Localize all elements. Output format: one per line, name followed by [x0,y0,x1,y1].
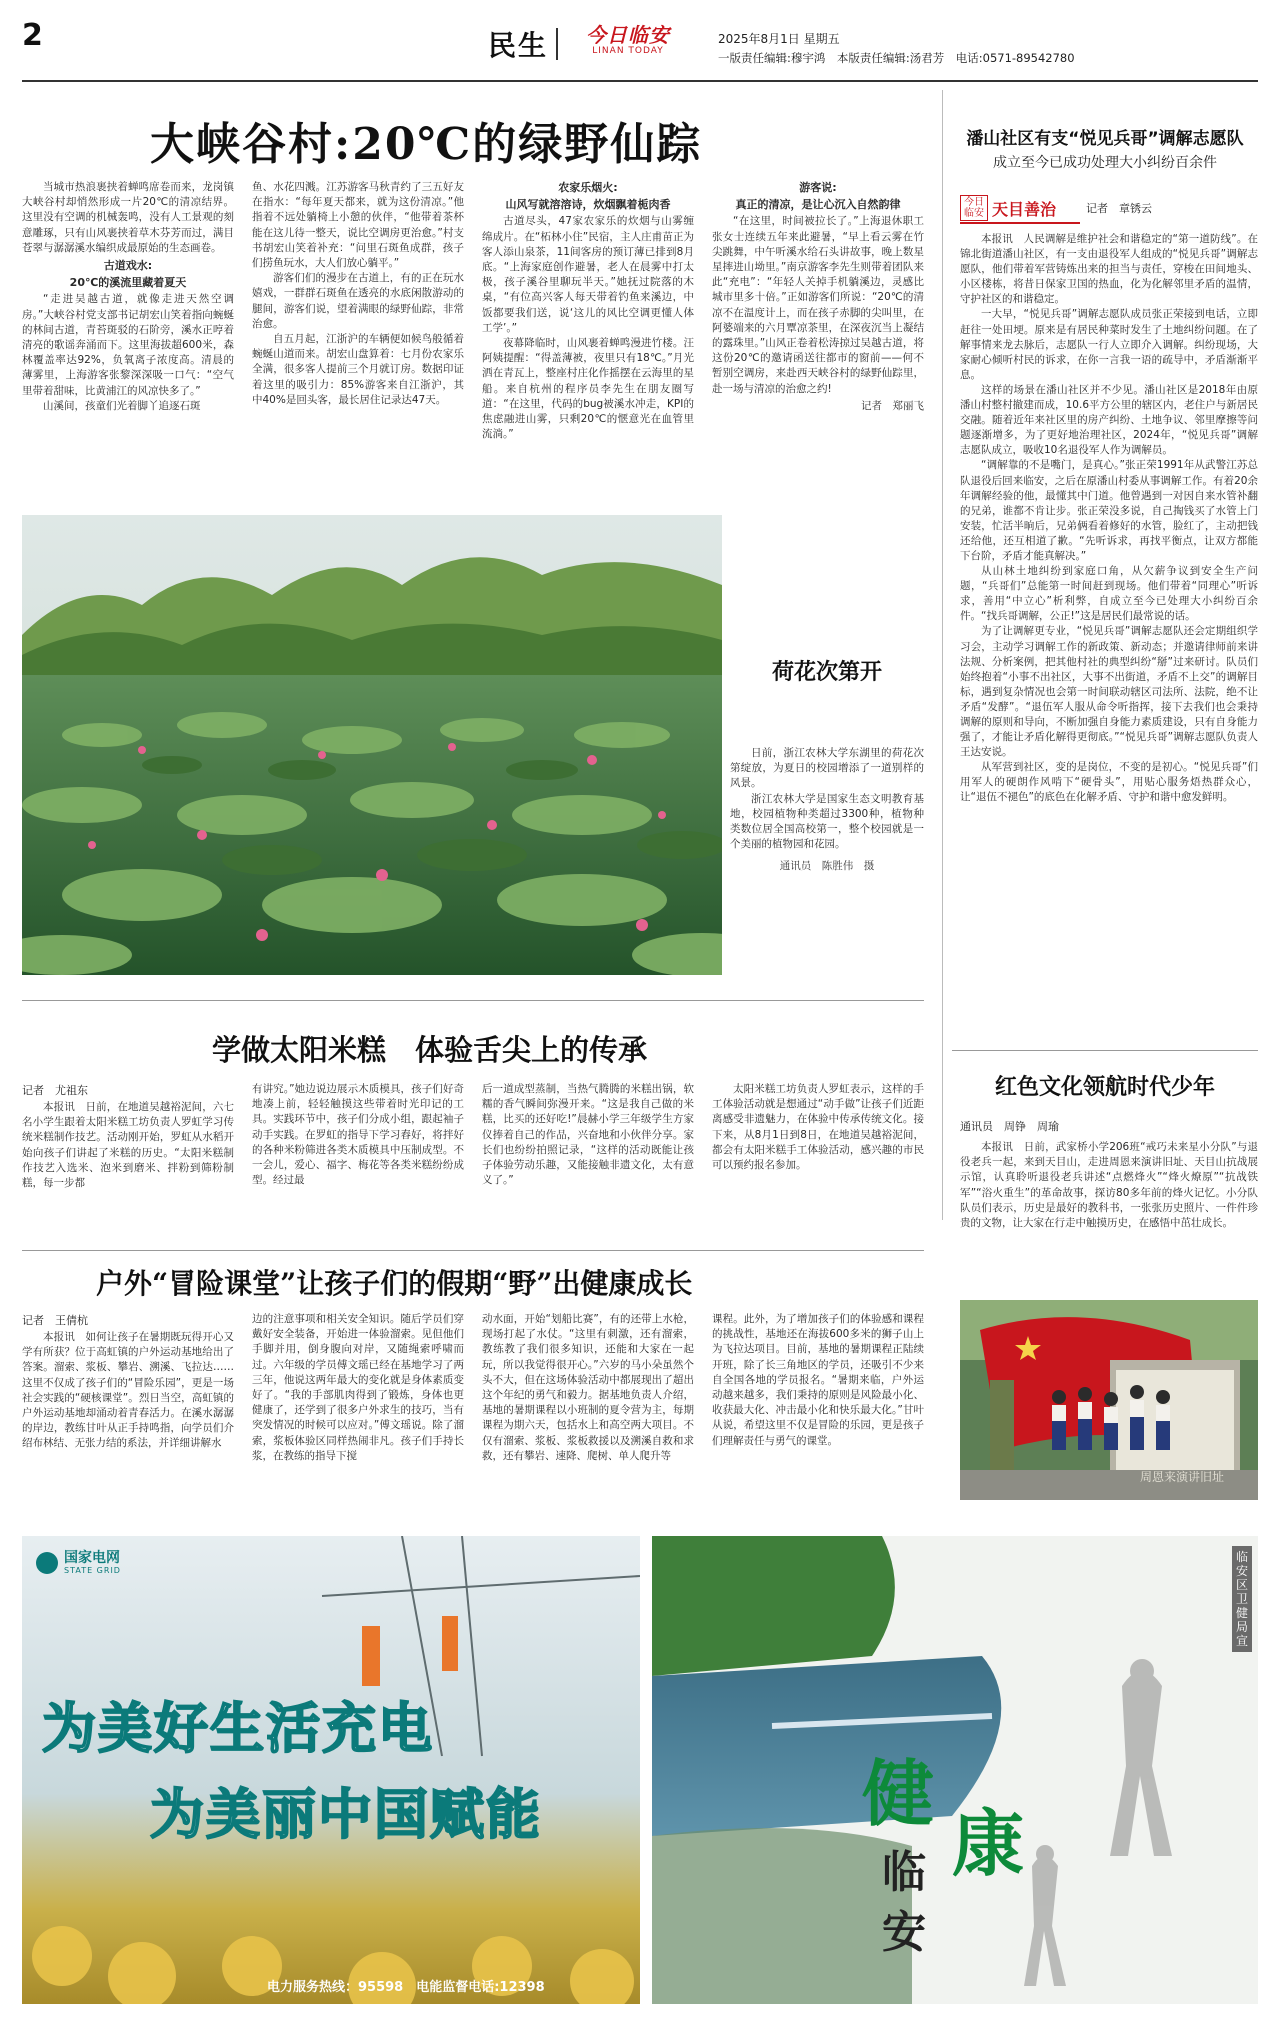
lead-paragraph: “走进吴越古道，就像走进天然空调房。”大峡谷村党支部书记胡宏山笑着指向蜿蜒的林间古道，青苔斑驳的石阶旁，溪水正哼着清亮的歌谣奔涌而下。这里海拔超600米，森林覆盖率达92%，负氧离子浓度高。清晨的薄雾里，上海游客张黎深深吸一口气：“空气里带着甜味，比黄浦江的风凉快多了。” [22,293,234,397]
issue-date: 2025年8月1日 星期五 [718,32,840,46]
section-title: 民生 [488,29,549,62]
logo-cn: 今日临安 [586,23,670,47]
column-badge [960,195,1056,221]
red-body [960,1140,1258,1231]
health-side-label: 临安区卫健局宣 [1232,1546,1252,1652]
section-rule [22,1250,924,1251]
lead-paragraph: 游客们们的漫步在古道上，有的正在玩水嬉戏，一群群石斑鱼在透亮的水底闲散游动的腿间，游客们说，望着满眼的绿野仙踪，非常治愈。 [252,272,464,330]
right-subheadline: 成立至今已成功处理大小纠纷百余件 [993,155,1217,171]
rice-paragraph: 后一道成型蒸制，当热气腾腾的米糕出锅，软糯的香气瞬间弥漫开来。“这是我自己做的米糕，比买的还好吃!”晨赫小学三年级学生方家仪捧着自己的作品，兴奋地和小伙伴分享。家长们也纷纷拍照记录，“这样的活动既能让孩子体验劳动乐趣，又能接触非遗文化，太有意义了。” [482,1083,694,1187]
lotus-photo [22,515,722,975]
lead-col-3 [482,180,694,442]
grid-logo-icon [36,1552,58,1574]
lead-subhead: 游客说: [799,181,837,194]
lotus-credit: 通讯员 陈胜伟 摄 [779,860,875,873]
health-char-3: 临 [882,1847,926,1898]
lead-paragraph: 鱼、水花四溅。江苏游客马秋青约了三五好友在指水：“每年夏天都来，就为这份清凉。”他指着不远处躺椅上小憩的伙伴，“他带着茶杯能在这儿待一整天，说比空调房更治愈。”村支书胡宏山笑着补充：“问里石斑鱼成群，孩子们捞鱼玩水，大人们放心躺平。” [252,181,464,270]
red-byline: 通讯员 周铮 周瑜 [960,1120,1059,1133]
lotus-caption: 浙江农林大学是国家生态文明教育基地，校园植物种类超过3300种，植物种类数位居全国高校第一，整个校园就是一个美丽的植物园和花园。 [730,792,924,851]
lotus-caption: 日前，浙江农林大学东湖里的荷花次第绽放，为夏日的校园增添了一道别样的风景。 [730,747,924,790]
outdoor-paragraph: 课程。此外，为了增加孩子们的体验感和课程的挑战性，基地还在海拔600多米的狮子山上为飞拉达项目。目前，基地的暑期课程正陆续开班，除了长三角地区的学员，还吸引不少来自全国各地的学员报名。“暑期来临，户外运动越来越多，我们秉持的原则是风险最小化、收获最大化、冲击最小化和快乐最大化。”甘叶从说，希望这里不仅是冒险的乐园，更是孩子们理解责任与勇气的课堂。 [712,1313,924,1447]
lead-paragraph: 自五月起，江浙沪的车辆便如候鸟般循着蜿蜒山道而来。胡宏山盘算着：七月份农家乐全满，很多客人提前三个月就订房。数据印证着这里的吸引力：85%游客来自江浙沪，其中40%是回头客，最长居住记录达47天。 [252,333,464,406]
editor-info: 一版责任编辑:穆宇鸿 本版责任编辑:汤君芳 电话:0571-89542780 [718,51,1075,65]
rice-paragraph: 本报讯 日前，在地道吴越裕泥间，六七名小学生跟着太阳米糕工坊负责人罗虹学习传统米糕制作技艺。活动刚开始，罗虹从水稻开始向孩子们讲起了米糕的历史。“太阳米糕制作技艺入选米、泡米到磨米、拌粉到筛粉制糕，每一步都 [22,1101,234,1190]
outdoor-byline: 记者 王倩杭 [22,1314,88,1327]
outdoor-col-3 [482,1312,694,1464]
rice-col-3 [482,1082,694,1188]
outdoor-paragraph: 边的注意事项和相关安全知识。随后学员们穿戴好安全装备，开始进一体验溜索。见但他们手脚并用，倒身腹向对岸，又随绳索呼啸而过。六年级的学员傅文瑶已经在基地学习了两三年，他说这两年最大的变化就是身体素质变好了。“我的手部肌肉得到了锻炼，身体也更健康了，还学到了很多户外求生的技巧，当有突发情况的时候可以应对。”傅文瑶说。除了溜索，浆板体验区同样热闹非凡。孩子们手持长浆，在教练的指导下搅 [252,1313,464,1462]
rice-col-2 [252,1082,464,1188]
right-paragraph: 从军营到社区，变的是岗位，不变的是初心。“悦见兵哥”们用军人的硬朗作风啃下“硬骨头”，用贴心服务焐热群众心，让“退伍不褪色”的底色在化解矛盾、守护和谐中愈发鲜明。 [960,761,1258,804]
masthead-rule [22,80,1258,82]
lotus-photo-illustration [22,515,722,975]
right-paragraph: 从山林土地纠纷到家庭口角，从欠薪争议到安全生产问题，“兵哥们”总能第一时间赶到现场。他们带着“同理心”听诉求，善用“中立心”析利弊，自成立至今已处理大小纠纷百余件。“找兵哥调解，公正!”这是居民们最常说的话。 [960,565,1258,623]
rice-paragraph: 太阳米糕工坊负责人罗虹表示，这样的手工体验活动就是想通过“动手做”让孩子们近距离感受非遗魅力，在体验中传承传统文化。接下来，从8月1日到8日，在地道吴越裕泥间，都会有太阳米糕手工体验活动，感兴趣的市民可以预约报名参加。 [712,1083,924,1172]
outdoor-col-2 [252,1312,464,1464]
lead-subhead: 20℃的溪流里藏着夏天 [69,276,187,290]
newspaper-logo [568,24,688,56]
ad-slogan-1: 为美好生活充电 [42,1696,434,1760]
outdoor-headline: 户外“冒险课堂”让孩子们的假期“野”出健康成长 [96,1267,693,1300]
masthead-divider [556,28,558,60]
lead-paragraph: 山溪间，孩童们光着脚丫追逐石斑 [43,399,201,412]
state-grid-logo [36,1550,121,1575]
lead-subhead: 古道戏水: [103,259,153,273]
lead-paragraph: 古道尽头，47家农家乐的炊烟与山雾缠绵成片。在“柘林小住”民宿，主人庄甫苗正为客人添山泉茶，11间客房的预订薄已排到8月底。“上海家庭创作避暑，老人在晨雾中打太极，孩子溪谷里聊玩半天。”她抚过院落的木桌，“有位高兴客人每天带着钓鱼来溪边，中饭都要我们送，说‘这儿的风比空调更懂人体工学’。” [482,215,694,334]
ad-slogan-2: 为美丽中国赋能 [150,1782,542,1846]
rice-byline: 记者 尤祖东 [22,1084,88,1097]
lead-subhead: 农家乐烟火: [558,181,618,194]
right-byline: 记者 章锈云 [1086,202,1152,215]
health-ad [652,1536,1258,2004]
lead-headline: 大峡谷村:20℃的绿野仙踪 [150,119,703,170]
grid-brand-en: STATE GRID [64,1566,121,1575]
section-rule [22,1000,924,1001]
lead-byline: 记者 郑丽飞 [861,399,924,412]
rice-col-1 [22,1100,234,1191]
right-paragraph: 为了让调解更专业，“悦见兵哥”调解志愿队还会定期组织学习会，主动学习调解工作的新政策、新动态；并邀请律师前来讲法规、分析案例，把其他村社的典型纠纷“掰”过来研讨。队员们始终抱着“小事不出社区，大事不出街道，矛盾不上交”的调解目标，遇到复杂情况也会第一时间联动辖区司法所、法院，绝不让矛盾“发酵”。“退伍军人服从命令听指挥，接下去我们也会秉持调解的原则和导向，不断加强自身能力素质建设，只有自身能力强了，才能让矛盾化解得更彻底。”“悦见兵哥”调解志愿队负责人王达安说。 [960,625,1258,759]
lotus-caption-box [730,515,924,975]
health-ad-illustration [652,1536,1258,2004]
outdoor-paragraph: 动水面，开始“划船比赛”，有的还带上水枪，现场打起了水仗。“这里有刺激，还有溜索，教练教了我们很多知识，还能和大家在一起玩，所以我觉得很开心。”六岁的马小朵虽然个头不大，但在这场体验活动中都展现出了超出这个年纪的勇气和毅力。据基地负责人介绍，基地的暑期课程以小班制的夏令营为主，每期课程为期六天，包括水上和高空两大项目。不仅有溜索、浆板、浆板救援以及溯溪自救和求救，还有攀岩、速降、爬树、单人爬升等 [482,1313,694,1462]
lead-col-4 [712,180,924,414]
right-headline: 潘山社区有支“悦见兵哥”调解志愿队 [966,129,1244,149]
logo-en: LINAN TODAY [592,46,664,56]
rice-headline: 学做太阳米糕 体验舌尖上的传承 [212,1033,648,1067]
red-paragraph: 本报讯 日前，武家桥小学206班“戒巧未来星小分队”与退役老兵一起，来到天目山，走进周恩来演讲旧址、天目山抗战展示馆，认真聆听退役老兵讲述“点燃烽火”“烽火燎原”“抗战铁军”“浴火重生”的革命故事，探访80多年前的烽火记忆。小分队队员们表示，历史是最好的教科书，一张张历史照片、一件件珍贵的文物，让大家在行走中触摸历史，在感悟中茁壮成长。 [960,1141,1258,1230]
rice-col-4 [712,1082,924,1173]
right-paragraph: 本报讯 人民调解是维护社会和谐稳定的“第一道防线”。在锦北街道潘山社区，有一支由退役军人组成的“悦见兵哥”调解志愿队，他们带着军营铸炼出来的担当与责任，穿梭在田间地头、小区楼栋，将昔日保家卫国的热血，化为化解邻里矛盾的温情，守护社区的和谐稳定。 [960,233,1258,306]
red-photo [960,1300,1258,1500]
rice-paragraph: 有讲究。”她边说边展示木质模具，孩子们好奇地凑上前，轻轻触摸这些带着时光印记的工具。实践环节中，孩子们分成小组，跟起袖子动手实践。在罗虹的指导下学习舂好，将拌好的各种米粉筛进各类木质模具中压制成型。不一会儿，爱心、福字、梅花等各类米糕纷纷成型。经过最 [252,1083,464,1187]
lead-col-1 [22,180,234,414]
red-headline: 红色文化领航时代少年 [994,1075,1215,1100]
right-paragraph: 这样的场景在潘山社区并不少见。潘山社区是2018年由原潘山村整村撤建而成，10.6平方公里的辖区内，老住户与新居民交融。随着近年来社区里的房产纠纷、土地争议、邻里摩擦等问题逐渐增多，为了更好地治理社区，2024年，“悦见兵哥”调解志愿队成立，吸收10名退役军人作为调解员。 [960,383,1258,457]
right-column-divider [942,90,943,1220]
state-grid-ad [22,1536,640,2004]
page-number: 2 [22,18,43,53]
health-char-2: 康 [952,1801,1025,1886]
lead-paragraph: 夜幕降临时，山风裹着蝉鸣漫进竹楼。汪阿姨提醒：“得盖薄被，夜里只有18℃。”月光洒在青瓦上，整座村庄化作摇摆在云海里的星船。来自杭州的程序员李先生在朋友圈写道：“在这里，代码的bug被溪水冲走，KPI的焦虑融进山雾，只剩20℃的惬意光在血管里流淌。” [482,337,694,441]
badge-rule [960,222,1080,224]
outdoor-paragraph: 本报讯 如何让孩子在暑期既玩得开心又学有所获？位于高虹镇的户外运动基地给出了答案。溜索、浆板、攀岩、溯溪、飞拉达……这里不仅成了孩子们的“冒险乐园”，更是一场社会实践的“硬核课堂”。烈日当空，高虹镇的户外运动基地却涌动着青春活力。在溪水潺潺的岸边，教练甘叶从正手持鸣指，向学员们介绍布林结、无张力结的系法，并详细讲解水 [22,1331,234,1450]
lead-col-2 [252,180,464,408]
lead-paragraph: 当城市热浪裹挟着蝉鸣席卷而来，龙岗镇大峡谷村却悄然形成一片20℃的清凉结界。这里没有空调的机械轰鸣，没有人工景观的刻意雕琢，只有山风裹挟着草木芬芳而过，满目苍翠与潺潺溪水编织成最原始的生态画卷。 [22,181,234,254]
right-paragraph: “调解靠的不是嘴门，是真心。”张正荣1991年从武警江苏总队退役后回来临安，之后在原潘山村委从事调解工作。有着20余年调解经验的他，最懂其中门道。他曾遇到一对因自来水管补翻的兄弟，谁都不肯让步。张正荣没多说，自己掏钱买了水管上门安装，忙活半晌后，兄弟俩看着修好的水管，脸红了，主动把钱还给他，还互相道了歉。“先听诉求，再找平衡点，让双方都能下台阶，矛盾才能真解决。” [960,459,1258,562]
outdoor-col-4 [712,1312,924,1449]
section-rule [952,1050,1258,1051]
photo-sign: 周恩来演讲旧址 [1140,1470,1225,1484]
column-logo: 今日临安 [960,195,988,221]
outdoor-col-1 [22,1330,234,1452]
lead-subhead: 真正的清凉，是让心沉入自然韵律 [735,198,901,212]
ad-background-illustration [22,1536,640,2004]
column-name: 天目善治 [992,199,1057,219]
ad-hotline: 电力服务热线：95598 电能监督电话:12398 [267,1980,545,1995]
right-paragraph: 一大早，“悦见兵哥”调解志愿队成员张正荣接到电话，立即赶往一处田埂。原来是有居民种菜时发生了土地纠纷问题。在了解事情来龙去脉后，志愿队一行人立即介入调解。纠纷现场，大家耐心倾听村民的诉求，在你一言我一语的疏导中，矛盾渐渐平息。 [960,308,1258,381]
lead-paragraph: “在这里，时间被拉长了。”上海退休职工张女士连续五年来此避暑，“早上看云雾在竹尖跳舞，中午听溪水给石头讲故事，晚上数星星摔进山坳里。”南京游客李先生则带着团队来此“充电”：“年轻人关掉手机躺溪边，灵感比城市里多十倍。”正如游客们所说：“20℃的清凉不在温度计上，而在孩子赤脚的尖叫里，在阿婆端来的六月覃凉茶里，在深夜沉当上凝结的露珠里。”山风正卷着松涛掠过吴越古道，将这份20℃的邀请函送往都市的窗前——何不暂别空调房，来赴西天峡谷村的绿野仙踪里，赴一场与清凉的治愈之约! [712,215,924,395]
health-char-1: 健 [862,1751,935,1836]
lotus-title: 荷花次第开 [771,659,882,685]
right-article-body [960,232,1258,806]
health-char-4: 安 [882,1907,926,1958]
lead-subhead: 山风写就溶溶诗，炊烟飘着栀肉香 [505,198,671,212]
grid-brand-cn: 国家电网 [64,1550,120,1566]
